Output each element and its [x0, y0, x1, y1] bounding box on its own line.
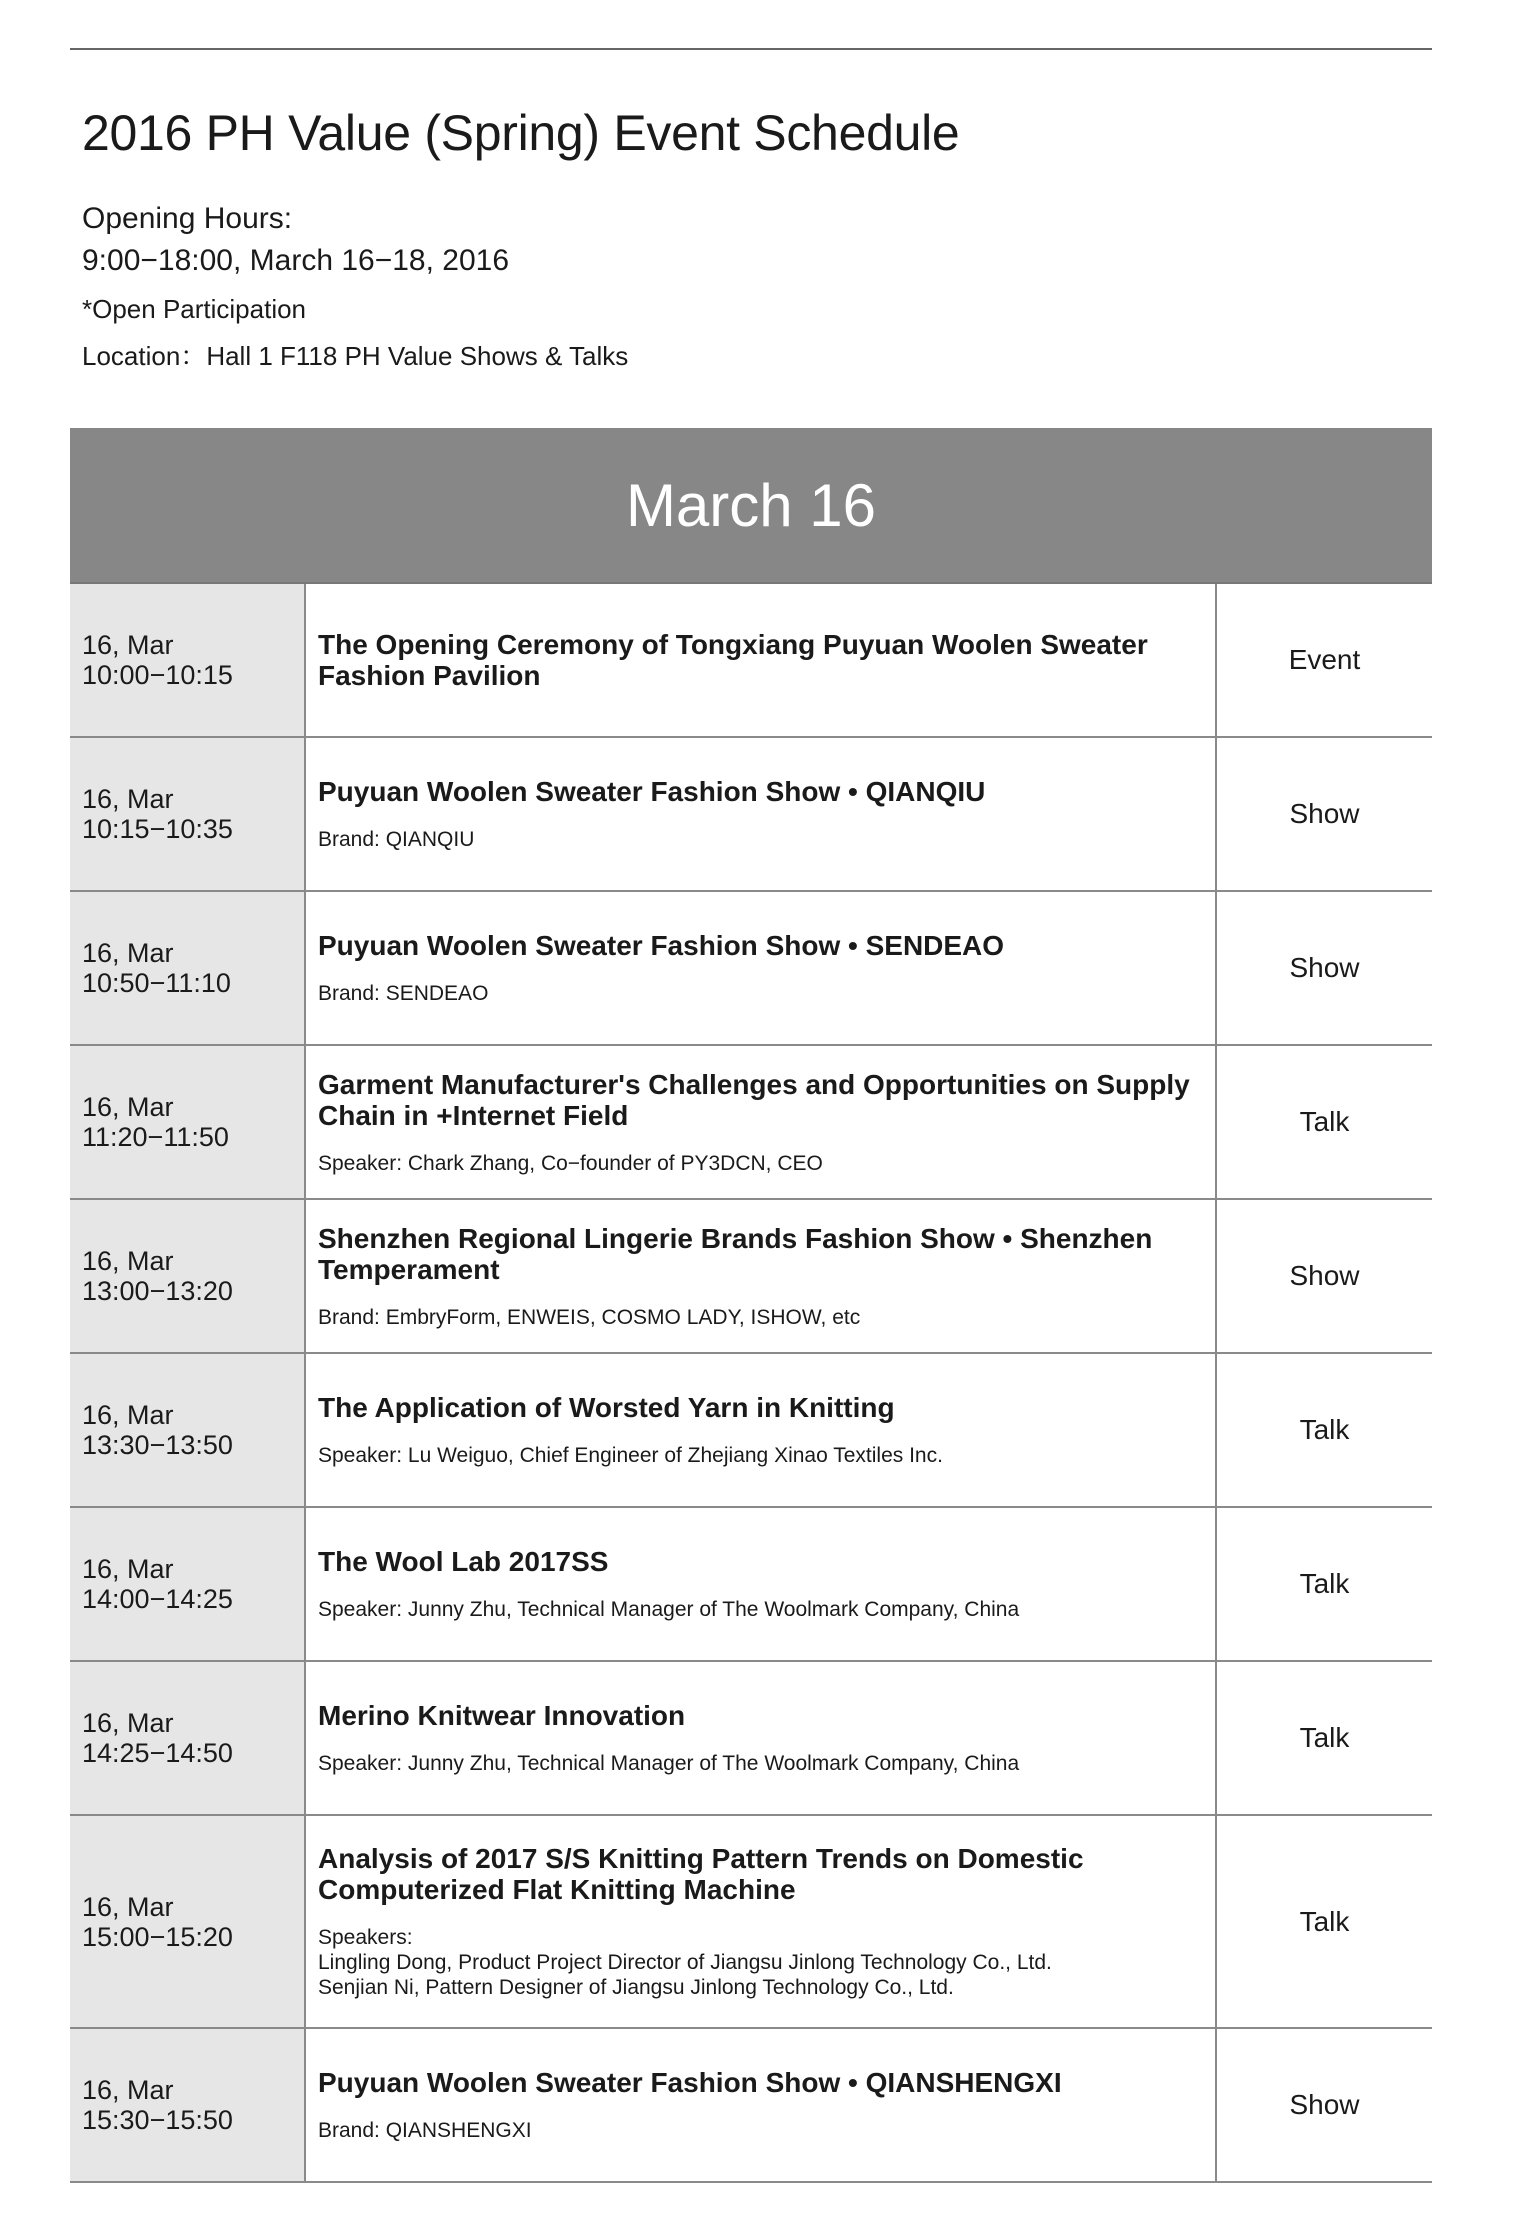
event-title: Puyuan Woolen Sweater Fashion Show • QIANQIU [318, 776, 986, 807]
schedule-row [70, 1662, 1432, 1816]
event-details [318, 1925, 1201, 2000]
event-type: Talk [1299, 1722, 1350, 1753]
time-cell [70, 1200, 306, 1352]
participation-note: *Open Participation [82, 294, 307, 324]
time-cell [70, 892, 306, 1044]
event-time: 13:30−13:50 [82, 1430, 233, 1460]
event-date: 16, Mar [82, 938, 174, 968]
event-date: 16, Mar [82, 630, 174, 660]
page-title: 2016 PH Value (Spring) Event Schedule [82, 105, 960, 161]
time-cell [70, 1816, 306, 2027]
event-date: 16, Mar [82, 1708, 174, 1738]
event-title: Analysis of 2017 S/S Knitting Pattern Trends on Domestic Computerized Flat Knitting Machine [318, 1843, 1084, 1905]
time-cell [70, 1354, 306, 1506]
time-cell [70, 1046, 306, 1198]
schedule-row [70, 1508, 1432, 1662]
event-title: Puyuan Woolen Sweater Fashion Show • SENDEAO [318, 930, 1005, 961]
event-time: 10:15−10:35 [82, 814, 233, 844]
event-type: Talk [1299, 1106, 1350, 1137]
event-date: 16, Mar [82, 1891, 174, 1922]
description-cell [306, 584, 1217, 736]
description-cell [306, 1508, 1217, 1660]
event-type: Talk [1299, 1568, 1350, 1599]
description-cell [306, 1200, 1217, 1352]
time-cell [70, 1662, 306, 1814]
location-value: Hall 1 F118 PH Value Shows & Talks [206, 341, 629, 371]
event-title: Shenzhen Regional Lingerie Brands Fashion Show • Shenzhen Temperament [318, 1222, 1153, 1285]
event-detail-line: Speakers: [318, 1926, 413, 1949]
event-detail-line: Speaker: Junny Zhu, Technical Manager of The Woolmark Company, China [318, 1598, 1020, 1621]
top-divider [70, 48, 1432, 50]
event-title: The Wool Lab 2017SS [318, 1546, 609, 1577]
event-type: Talk [1299, 1905, 1350, 1937]
schedule-row [70, 1354, 1432, 1508]
description-cell [306, 2029, 1217, 2181]
event-type: Talk [1299, 1414, 1350, 1445]
description-cell [306, 1046, 1217, 1198]
event-type: Show [1289, 798, 1360, 829]
description-cell [306, 892, 1217, 1044]
description-cell [306, 1354, 1217, 1506]
event-detail-line: Speaker: Junny Zhu, Technical Manager of The Woolmark Company, China [318, 1752, 1020, 1775]
event-details [318, 1751, 1201, 1776]
schedule-rows [70, 584, 1432, 2183]
event-detail-line: Brand: QIANQIU [318, 828, 475, 851]
event-detail-line: Brand: EmbryForm, ENWEIS, COSMO LADY, ISHOW, etc [318, 1305, 861, 1329]
event-type: Show [1289, 952, 1360, 983]
event-details [318, 981, 1201, 1006]
event-time: 13:00−13:20 [82, 1276, 233, 1306]
event-details [318, 1151, 1201, 1176]
event-details [318, 1305, 1201, 1330]
event-time: 10:00−10:15 [82, 660, 233, 690]
time-cell [70, 2029, 306, 2181]
event-time: 10:50−11:10 [82, 968, 231, 998]
opening-hours-label: Opening Hours: [82, 202, 293, 235]
event-date: 16, Mar [82, 1092, 174, 1122]
event-time: 11:20−11:50 [82, 1122, 229, 1152]
schedule-row [70, 738, 1432, 892]
event-type: Show [1289, 2089, 1360, 2120]
description-cell [306, 738, 1217, 890]
event-time: 14:25−14:50 [82, 1738, 233, 1768]
location-label: Location： [82, 341, 207, 371]
event-date: 16, Mar [82, 1246, 174, 1276]
event-date: 16, Mar [82, 784, 174, 814]
event-detail-line: Brand: SENDEAO [318, 982, 489, 1005]
event-detail-line: Brand: QIANSHENGXI [318, 2119, 532, 2142]
time-cell [70, 738, 306, 890]
event-detail-line: Speaker: Chark Zhang, Co−founder of PY3DCN, CEO [318, 1151, 823, 1175]
event-details [318, 827, 1201, 852]
event-title: The Application of Worsted Yarn in Knitting [318, 1392, 895, 1423]
description-cell [306, 1662, 1217, 1814]
opening-hours-value: 9:00−18:00, March 16−18, 2016 [82, 244, 510, 277]
event-time: 15:00−15:20 [82, 1921, 233, 1952]
event-type: Event [1288, 644, 1361, 675]
event-title: Garment Manufacturer's Challenges and Opportunities on Supply Chain in +Internet Field [318, 1068, 1190, 1131]
day-header: March 16 [70, 428, 1432, 584]
event-date: 16, Mar [82, 1554, 174, 1584]
time-cell [70, 1508, 306, 1660]
event-time: 14:00−14:25 [82, 1584, 233, 1614]
schedule-row [70, 1046, 1432, 1200]
event-details [318, 2118, 1201, 2143]
event-detail-line: Senjian Ni, Pattern Designer of Jiangsu Jinlong Technology Co., Ltd. [318, 1976, 954, 1999]
schedule-row [70, 1200, 1432, 1354]
event-details [318, 1443, 1201, 1468]
event-date: 16, Mar [82, 2075, 174, 2105]
event-time: 15:30−15:50 [82, 2105, 233, 2135]
location-line [82, 336, 628, 373]
event-title: Puyuan Woolen Sweater Fashion Show • QIANSHENGXI [318, 2067, 1062, 2098]
event-date: 16, Mar [82, 1400, 174, 1430]
time-cell [70, 584, 306, 736]
description-cell [306, 1816, 1217, 2027]
event-title: Merino Knitwear Innovation [318, 1700, 686, 1731]
event-details [318, 1597, 1201, 1622]
schedule-row [70, 892, 1432, 1046]
schedule-row [70, 1816, 1432, 2029]
schedule-table [70, 428, 1432, 2183]
schedule-row [70, 2029, 1432, 2183]
event-detail-line: Lingling Dong, Product Project Director of Jiangsu Jinlong Technology Co., Ltd. [318, 1951, 1052, 1974]
event-detail-line: Speaker: Lu Weiguo, Chief Engineer of Zhejiang Xinao Textiles Inc. [318, 1444, 943, 1467]
event-title: The Opening Ceremony of Tongxiang Puyuan Woolen Sweater Fashion Pavilion [318, 629, 1148, 691]
event-type: Show [1289, 1260, 1360, 1291]
schedule-row [70, 584, 1432, 738]
